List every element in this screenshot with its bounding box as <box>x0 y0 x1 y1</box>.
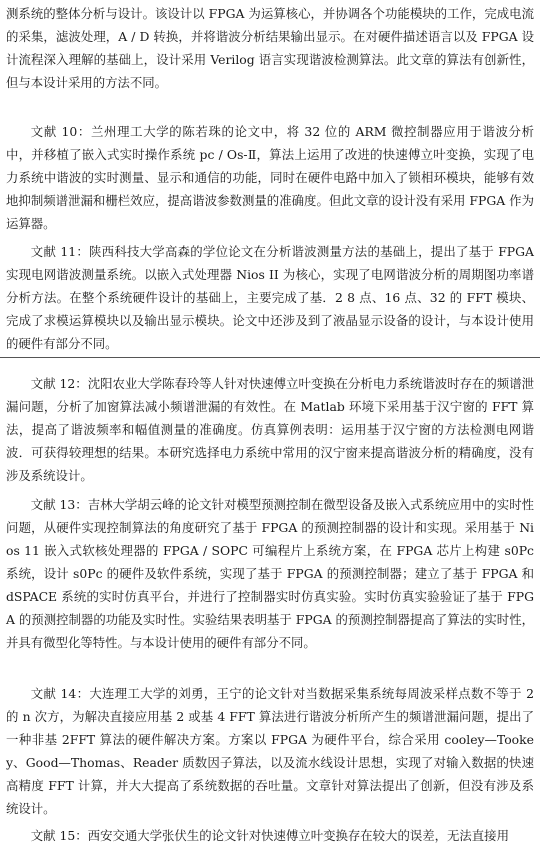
paragraph-ref-12: 文献 12：沈阳农业大学陈春玲等人针对快速傅立叶变换在分析电力系统谐波时存在的频谱泄漏问题，分析了加窗算法减小频谱泄漏的有效性。在 Matlab 环境下采用基于汉宁窗的 FFT 算法，提高了谐波频率和幅值测量的准确度。仿真算例表明：运用基于汉宁窗的方法检测电网谐波．可获得较理想的结果。本研究选择电力系统中常用的汉宁窗来提高谐波分析的精确度，没有涉及系统设计。 <box>6 376 534 483</box>
paragraph-ref-10: 文献 10：兰州理工大学的陈若珠的论文中，将 32 位的 ARM 微控制器应用于谐波分析中，并移植了嵌入式实时操作系统 pc / Os-Ⅱ，算法上运用了改进的快速傅立叶变换，实现了电力系统中谐波的实时测量、显示和通信的功能，同时在硬件电路中加入了锁相环模块，能够有效地抑制频谱泄漏和栅栏效应，提高谐波参数测量的准确度。但此文章的设计没有采用 FPGA 作为运算器。 <box>6 124 534 231</box>
paragraph-ref-13: 文献 13：吉林大学胡云峰的论文针对模型预测控制在微型设备及嵌入式系统应用中的实时性问题，从硬件实现控制算法的角度研究了基于 FPGA 的预测控制器的设计和实现。采用基于 Nios 11 嵌入式软核处理器的 FPGA / SOPC 可编程片上系统方案，在 FPGA 芯片上构建 s0Pc 系统，设计 s0Pc 的硬件及软件系统，实现了基于 FPGA 的预测控制器；建立了基于 FPGA 和 dSPACE 系统的实时仿真平台，并进行了控制器实时仿真实验。实时仿真实验验证了基于 FPGA 的预测控制器的功能及实时性。实验结果表明基于 FPGA 的预测控制器提高了算法的实时性，并具有微型化等特性。与本设计使用的硬件有部分不同。 <box>6 497 534 650</box>
divider-line <box>0 357 540 358</box>
paragraph-ref-14: 文献 14：大连理工大学的刘勇，王宁的论文针对当数据采集系统每周波采样点数不等于 2 的 n 次方，为解决直接应用基 2 或基 4 FFT 算法进行谐波分析所产生的频谱泄漏问题，提出了一种非基 2FFT 算法的硬件解决方案。方案以 FPGA 为硬件平台，综合采用 cooley—Tookey、Good—Thomas、Reader 质数因子算法，以及流水线设计思想，实现了对输入数据的快速高精度 FFT 计算，并大大提高了系统数据的吞吐量。文章针对算法提出了创新，但没有涉及系统设计。 <box>6 686 534 816</box>
paragraph-ref-11: 文献 11：陕西科技大学高森的学位论文在分析谐波测量方法的基础上，提出了基于 FPGA 实现电网谐波测量系统。以嵌入式处理器 Nios II 为核心，实现了电网谐波分析的周期图功率谱分析方法。在整个系统硬件设计的基础上，主要完成了基．2 8 点、16 点、32 的 FFT 模块、完成了求模运算模块以及输出显示模块。论文中还涉及到了液晶显示设备的设计，与本设计使用的硬件有部分不同。 <box>6 244 534 351</box>
paragraph-ref-15: 文献 15：西安交通大学张伏生的论文针对快速傅立叶变换存在较大的误差，无法直接用 <box>30 828 509 843</box>
paragraph-continuation: 测系统的整体分析与设计。该设计以 FPGA 为运算核心，并协调各个功能模块的工作，完成电流的采集，滤波处理，A / D 转换，并将谐波分析结果输出显示。在对硬件描述语言以及 FPGA 设计流程深入理解的基础上，设计采用 Verilog 语言实现谐波检测算法。此文章的算法有创新性，但与本设计采用的方法不同。 <box>6 6 534 90</box>
